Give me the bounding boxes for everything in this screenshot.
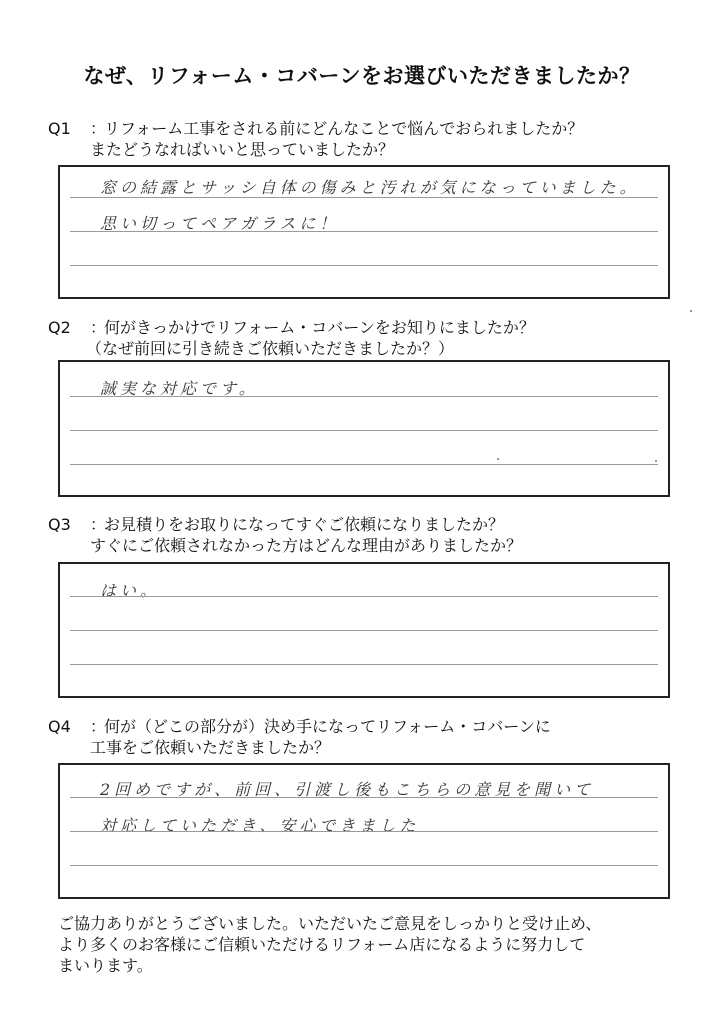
question-colon: ：	[90, 717, 107, 736]
question-colon: ：	[90, 318, 107, 337]
ruled-line	[70, 831, 658, 832]
question-number: Q1	[48, 119, 71, 138]
question-text-line2: すぐにご依頼されなかった方はどんな理由がありましたか？	[90, 536, 523, 555]
ruled-line	[70, 630, 658, 631]
answer-box-4	[58, 763, 670, 899]
closing-message-line3: まいります。	[58, 956, 153, 975]
answer-box-3	[58, 562, 670, 698]
ruled-line	[70, 865, 658, 866]
question-colon: ：	[90, 119, 107, 138]
question-2	[48, 317, 535, 359]
question-number: Q3	[48, 515, 71, 534]
scan-speck	[690, 310, 692, 312]
question-text-line1: 何が（どこの部分が）決め手になってリフォーム・コバーンに	[104, 717, 551, 736]
handwritten-answer-line1: 窓の結露とサッシ自体の傷みと汚れが気になっていました。	[100, 178, 640, 197]
answer-box-1	[58, 165, 670, 299]
closing-message	[58, 913, 678, 976]
ruled-line	[70, 396, 658, 397]
question-3	[48, 514, 522, 556]
question-colon: ：	[90, 515, 107, 534]
question-text-line1: お見積りをお取りになってすぐご依頼になりましたか？	[104, 515, 505, 534]
handwritten-answer-line2: 対応していただき、安心できました	[100, 816, 420, 835]
handwritten-answer-line1: 誠実な対応です。	[100, 379, 259, 398]
question-number: Q2	[48, 318, 71, 337]
handwritten-answer-line1: 2回めですが、前回、引渡し後もこちらの意見を聞いて	[100, 780, 595, 799]
question-text-line1: リフォーム工事をされる前にどんなことで悩んでおられましたか？	[104, 119, 584, 138]
ruled-line	[70, 197, 658, 198]
ruled-line	[70, 231, 658, 232]
scan-speck	[497, 458, 499, 460]
ruled-line	[70, 430, 658, 431]
scan-speck	[655, 460, 657, 462]
ruled-line	[70, 596, 658, 597]
question-1	[48, 118, 583, 160]
question-number: Q4	[48, 717, 71, 736]
closing-message-line2: より多くのお客様にご信頼いただけるリフォーム店になるように努力して	[58, 935, 586, 954]
question-text-line1: 何がきっかけでリフォーム・コバーンをお知りにましたか？	[104, 318, 535, 337]
question-4	[48, 716, 551, 758]
ruled-line	[70, 464, 658, 465]
ruled-line	[70, 797, 658, 798]
page-title: なぜ、リフォーム・コバーンをお選びいただきましたか？	[83, 64, 641, 88]
ruled-line	[70, 265, 658, 266]
answer-box-2	[58, 360, 670, 497]
question-text-line2: （なぜ前回に引き続きご依頼いただきましたか？）	[86, 339, 455, 358]
ruled-line	[70, 664, 658, 665]
question-text-line2: またどうなればいいと思っていましたか？	[90, 140, 395, 159]
question-text-line2: 工事をご依頼いただきましたか？	[90, 738, 331, 757]
handwritten-answer-line2: 思い切ってペアガラスに！	[100, 214, 340, 233]
handwritten-answer-line1: はい。	[100, 581, 161, 600]
closing-message-line1: ご協力ありがとうございました。いただいたご意見をしっかりと受け止め、	[58, 914, 602, 933]
